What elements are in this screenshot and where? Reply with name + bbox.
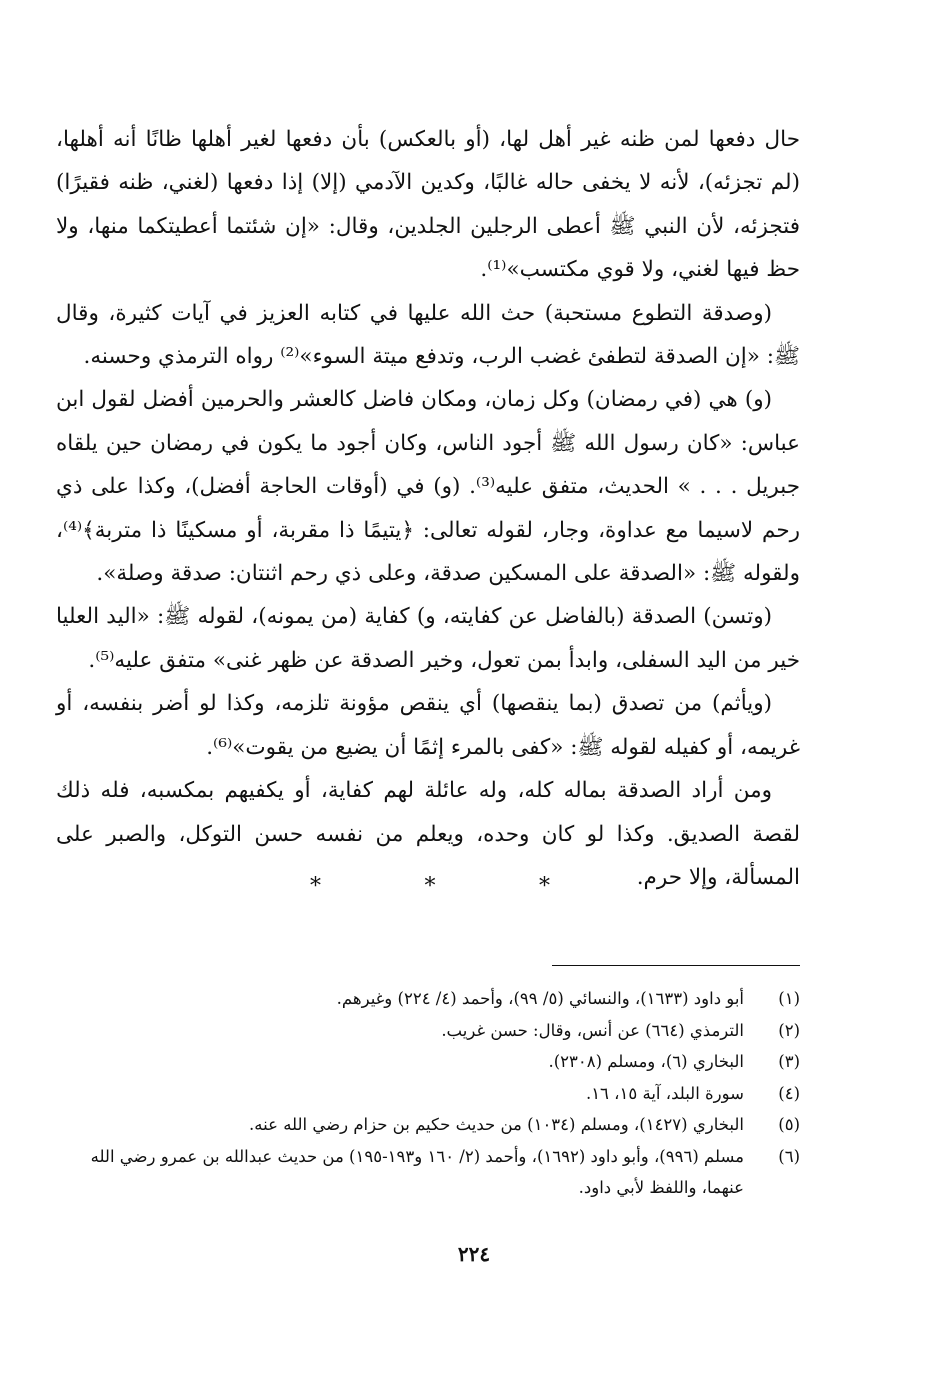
section-separator [310, 872, 550, 902]
footnote-number: (٢) [778, 1020, 800, 1040]
paragraph: (و) هي (في رمضان) وكل زمان، ومكان فاضل كالعشر والحرمين أفضل لقول ابن عباس: «كان رسول الله ﷺ أجود الناس، وكان أجود ما يكون في رمضان حين يلقاه جبريل . . . » الحديث، متفق عليه⁽³⁾. (و) في (أوقات الحاجة أفضل)، وكذا على ذي رحم لاسيما مع عداوة، وجار، لقوله تعالى: ﴿يتيمًا ذا مقربة، أو مسكينًا ذا متربة﴾⁽⁴⁾، ولقوله ﷺ: «الصدقة على المسكين صدقة، وعلى ذي رحم اثنتان: صدقة وصلة». [56, 387, 800, 587]
footnotes [56, 983, 800, 1204]
footnote-number: (٤) [778, 1083, 800, 1103]
footnote-text: البخاري (١٤٢٧)، ومسلم (١٠٣٤) من حديث حكيم بن حزام رضي الله عنه. [249, 1115, 744, 1134]
asterisk-icon: * [539, 874, 550, 899]
footnote-text: سورة البلد، آية ١٥، ١٦. [585, 1083, 744, 1103]
footnote [56, 1141, 800, 1204]
paragraph: ومن أراد الصدقة بماله كله، وله عائلة لهم كفاية، أو يكفيهم بمكسبه، فله ذلك لقصة الصديق. وكذا لو كان وحده، ويعلم من نفسه حسن التوكل، والصبر على المسألة، وإلا حرم. [56, 778, 800, 890]
footnote-number: (٦) [778, 1146, 800, 1166]
footnote-text: مسلم (٩٩٦)، وأبو داود (١٦٩٢)، وأحمد (٢/ ١٦٠ و١٩٣-١٩٥) من حديث عبدالله بن عمرو رضي الله عنهما، واللفظ لأبي داود. [90, 1146, 744, 1197]
footnote-text: أبو داود (١٦٣٣)، والنسائي (٥/ ٩٩)، وأحمد (٤/ ٢٢٤) وغيرهم. [336, 989, 744, 1008]
asterisk-icon: * [310, 874, 321, 899]
page-number: ٢٢٤ [457, 1242, 491, 1266]
footnote-number: (٣) [778, 1052, 800, 1071]
footnote [56, 1078, 800, 1110]
footnote-number: (٥) [778, 1115, 800, 1134]
paragraph: حال دفعها لمن ظنه غير أهل لها، (أو بالعكس) بأن دفعها لغير أهلها ظانًا أنه أهلها، (لم تجزئه)، لأنه لا يخفى حاله غالبًا، وكدين الآدمي (إلا) إذا دفعها (لغني، ظنه فقيرًا) فتجزئه، لأن النبي ﷺ أعطى الرجلين الجلدين، وقال: «إن شئتما أعطيتكما منها، ولا حظ فيها لغني، ولا قوي مكتسب»⁽¹⁾. [56, 127, 800, 283]
footnote-text: البخاري (٦)، ومسلم (٢٣٠٨). [548, 1052, 744, 1071]
paragraph: (وصدقة التطوع مستحبة) حث الله عليها في كتابه العزيز في آيات كثيرة، وقال ﷺ: «إن الصدقة لتطفئ غضب الرب، وتدفع ميتة السوء»⁽²⁾ رواه الترمذي وحسنه. [56, 300, 800, 370]
footnote-text: الترمذي (٦٦٤) عن أنس، وقال: حسن غريب. [441, 1020, 744, 1040]
paragraph: (وتسن) الصدقة (بالفاضل عن كفايته، و) كفاية (من يمونه)، لقوله ﷺ: «اليد العليا خير من اليد السفلى، وابدأ بمن تعول، وخير الصدقة عن ظهر غنى» متفق عليه⁽⁵⁾. [56, 604, 800, 673]
footnote [56, 1015, 800, 1047]
asterisk-icon: * [424, 874, 436, 899]
paragraph: (ويأثم) من تصدق (بما ينقصها) أي ينقص مؤونة تلزمه، وكذا لو أضر بنفسه، أو غريمه، أو كفيله لقوله ﷺ: «كفى بالمرء إثمًا أن يضيع من يقوت»⁽⁶⁾. [56, 691, 800, 760]
footnote-number: (١) [778, 989, 800, 1008]
footnote [56, 1109, 800, 1141]
footnote [56, 983, 800, 1015]
footnote-divider [552, 965, 800, 966]
main-text [56, 118, 800, 899]
footnote [56, 1046, 800, 1078]
